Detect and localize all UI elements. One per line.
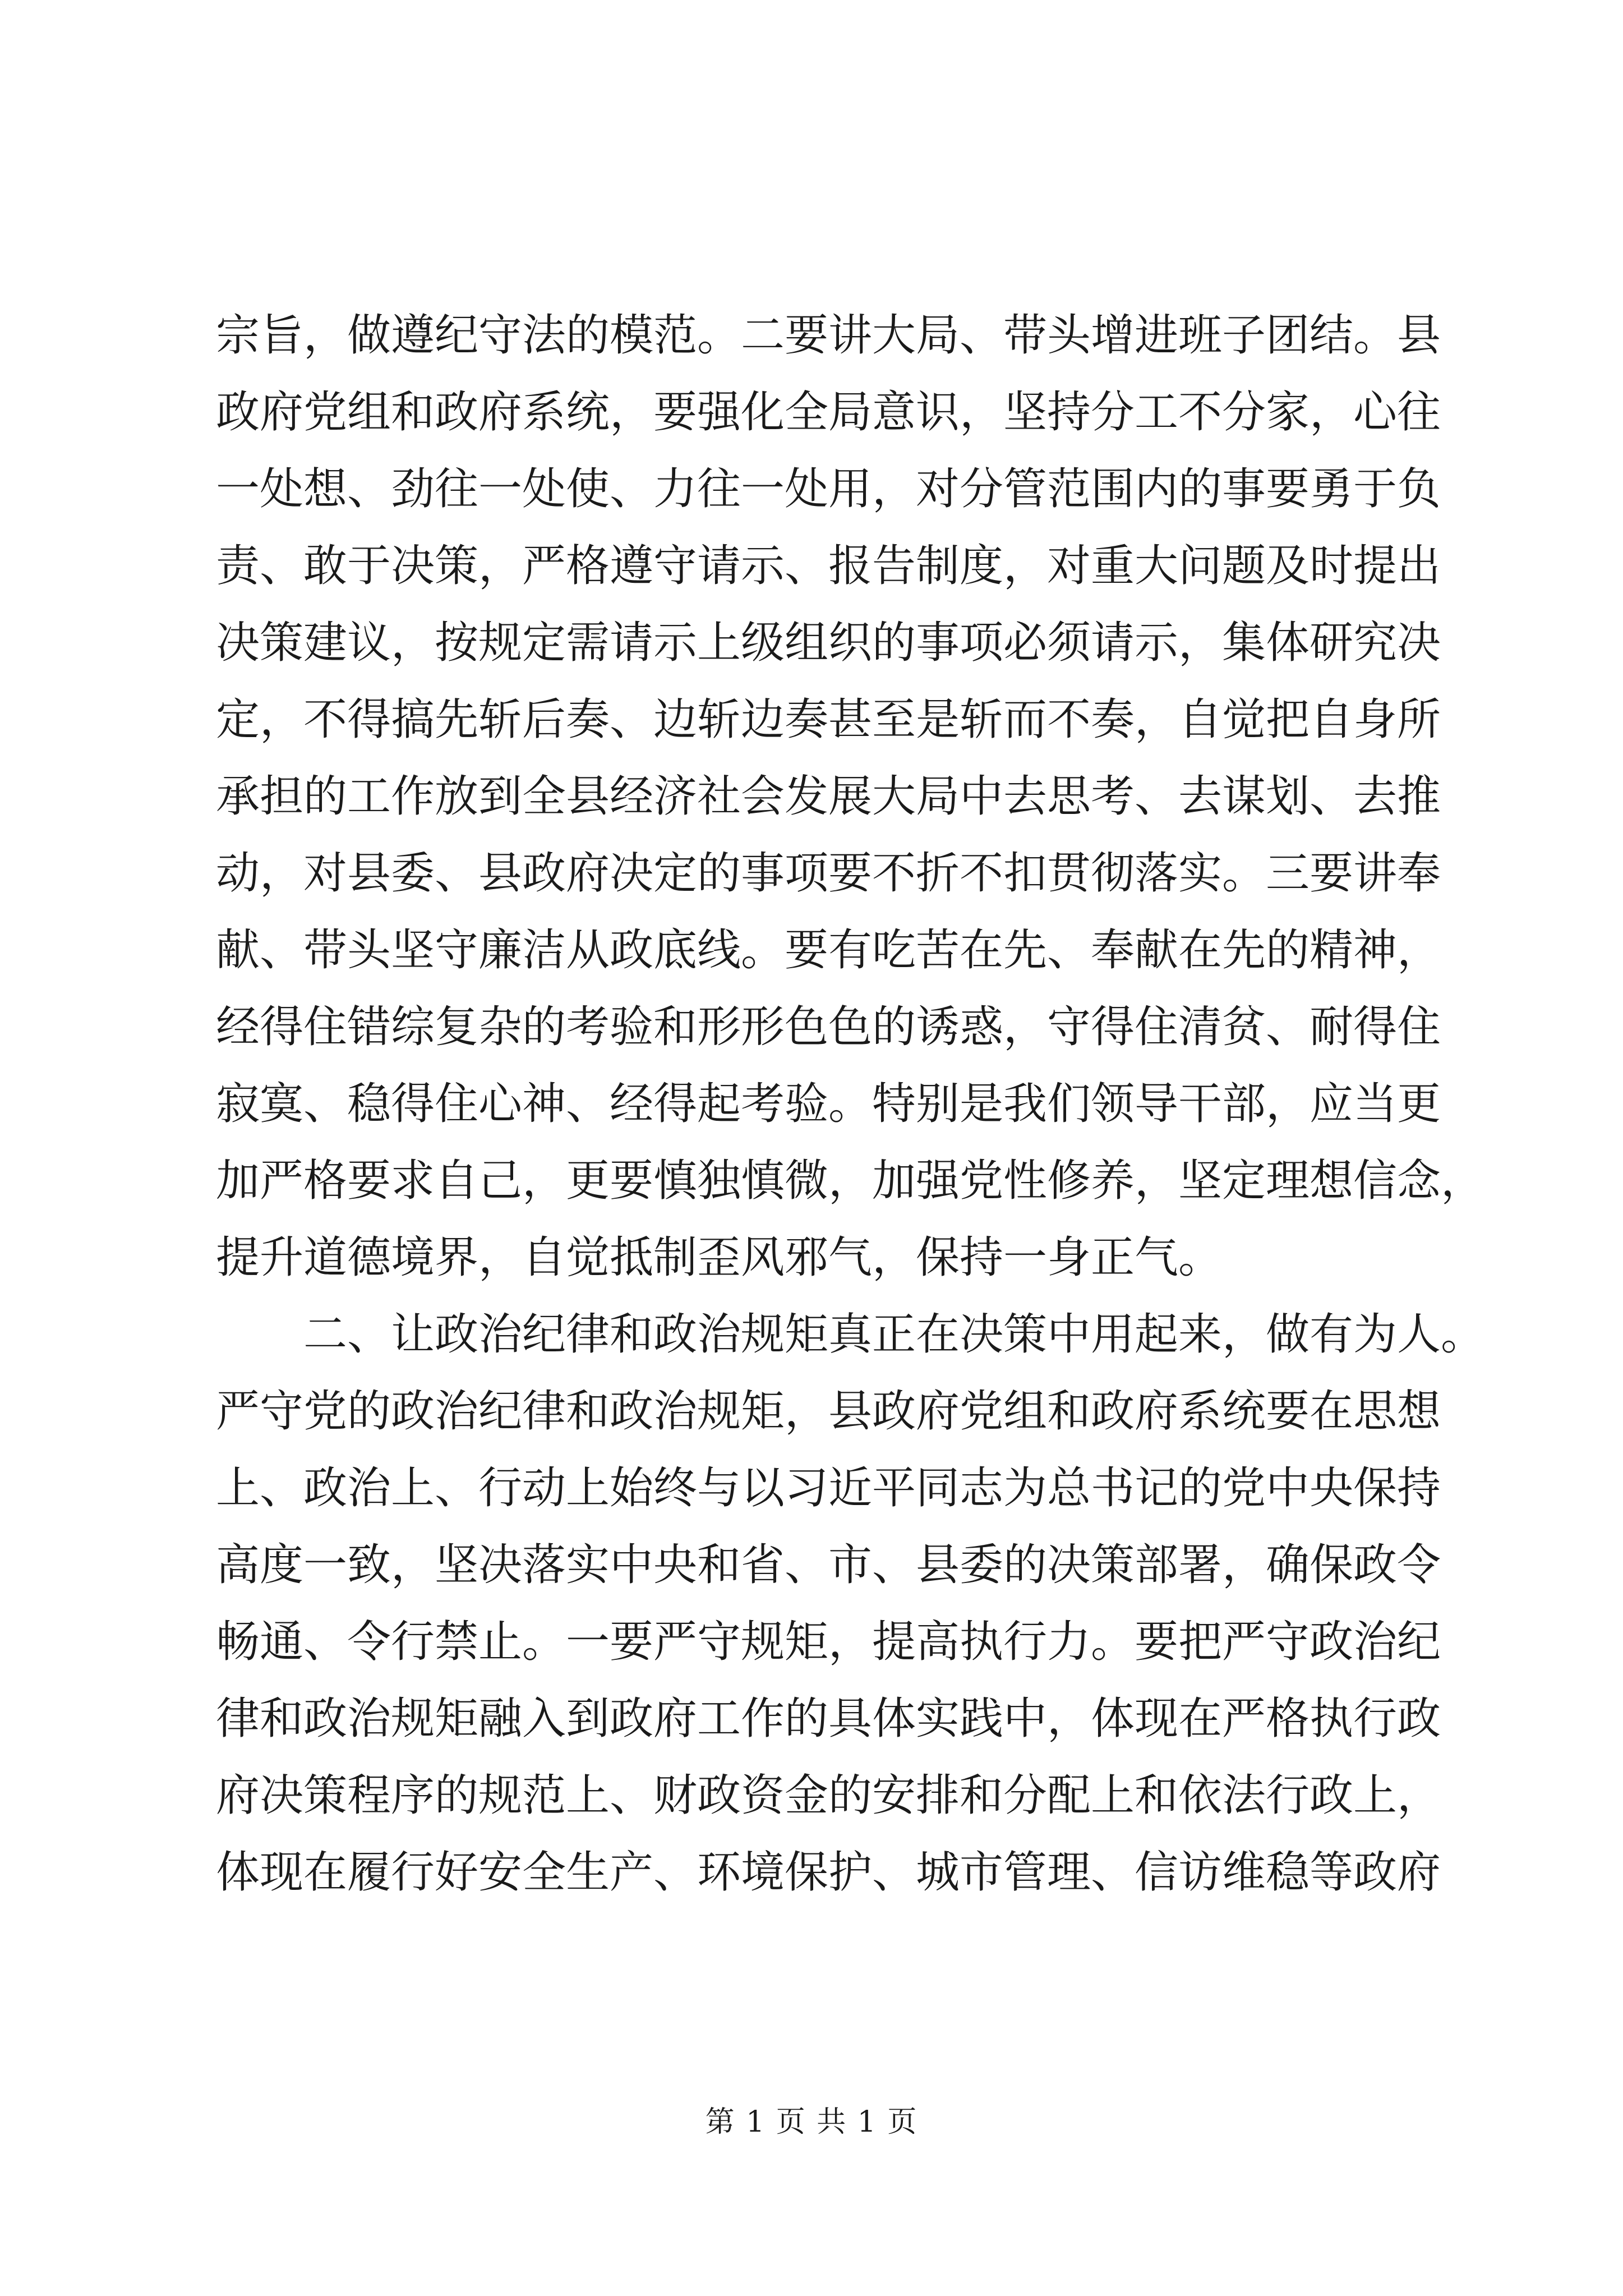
text-line: 府决策程序的规范上、财政资金的安排和分配上和依法行政上， (216, 1770, 1441, 1821)
page-number-footer: 第 1 页 共 1 页 (705, 2105, 918, 2139)
text-line: 上、政治上、行动上始终与以习近平同志为总书记的党中央保持 (216, 1463, 1441, 1513)
text-line: 高度一致，坚决落实中央和省、市、县委的决策部署，确保政令 (216, 1540, 1441, 1590)
text-line: 决策建议，按规定需请示上级组织的事项必须请示，集体研究决 (216, 618, 1441, 668)
text-line: 献、带头坚守廉洁从政底线。要有吃苦在先、奉献在先的精神， (216, 925, 1441, 976)
section-heading-line: 二、让政治纪律和政治规矩真正在决策中用起来，做有为人。 (303, 1309, 1485, 1360)
text-line: 加严格要求自己，更要慎独慎微，加强党性修养，坚定理想信念， (216, 1156, 1485, 1206)
text-line: 宗旨，做遵纪守法的模范。二要讲大局、带头增进班子团结。县 (216, 310, 1441, 361)
text-line: 律和政治规矩融入到政府工作的具体实践中，体现在严格执行政 (216, 1694, 1441, 1744)
text-line: 定，不得搞先斩后奏、边斩边奏甚至是斩而不奏，自觉把自身所 (216, 694, 1441, 745)
text-line: 责、敢于决策，严格遵守请示、报告制度，对重大问题及时提出 (216, 541, 1441, 591)
text-line: 提升道德境界，自觉抵制歪风邪气，保持一身正气。 (216, 1232, 1223, 1283)
text-line: 政府党组和政府系统，要强化全局意识，坚持分工不分家，心往 (216, 387, 1441, 438)
text-line: 体现在履行好安全生产、环境保护、城市管理、信访维稳等政府 (216, 1847, 1441, 1898)
text-line: 承担的工作放到全县经济社会发展大局中去思考、去谋划、去推 (216, 771, 1441, 822)
document-body (216, 297, 1485, 1911)
text-line: 动，对县委、县政府决定的事项要不折不扣贯彻落实。三要讲奉 (216, 848, 1441, 899)
text-line: 经得住错综复杂的考验和形形色色的诱惑，守得住清贫、耐得住 (216, 1002, 1441, 1052)
text-line: 严守党的政治纪律和政治规矩，县政府党组和政府系统要在思想 (216, 1386, 1441, 1437)
text-line: 一处想、劲往一处使、力往一处用，对分管范围内的事要勇于负 (216, 464, 1441, 514)
text-line: 畅通、令行禁止。一要严守规矩，提高执行力。要把严守政治纪 (216, 1617, 1441, 1667)
text-line: 寂寞、稳得住心神、经得起考验。特别是我们领导干部，应当更 (216, 1079, 1441, 1129)
